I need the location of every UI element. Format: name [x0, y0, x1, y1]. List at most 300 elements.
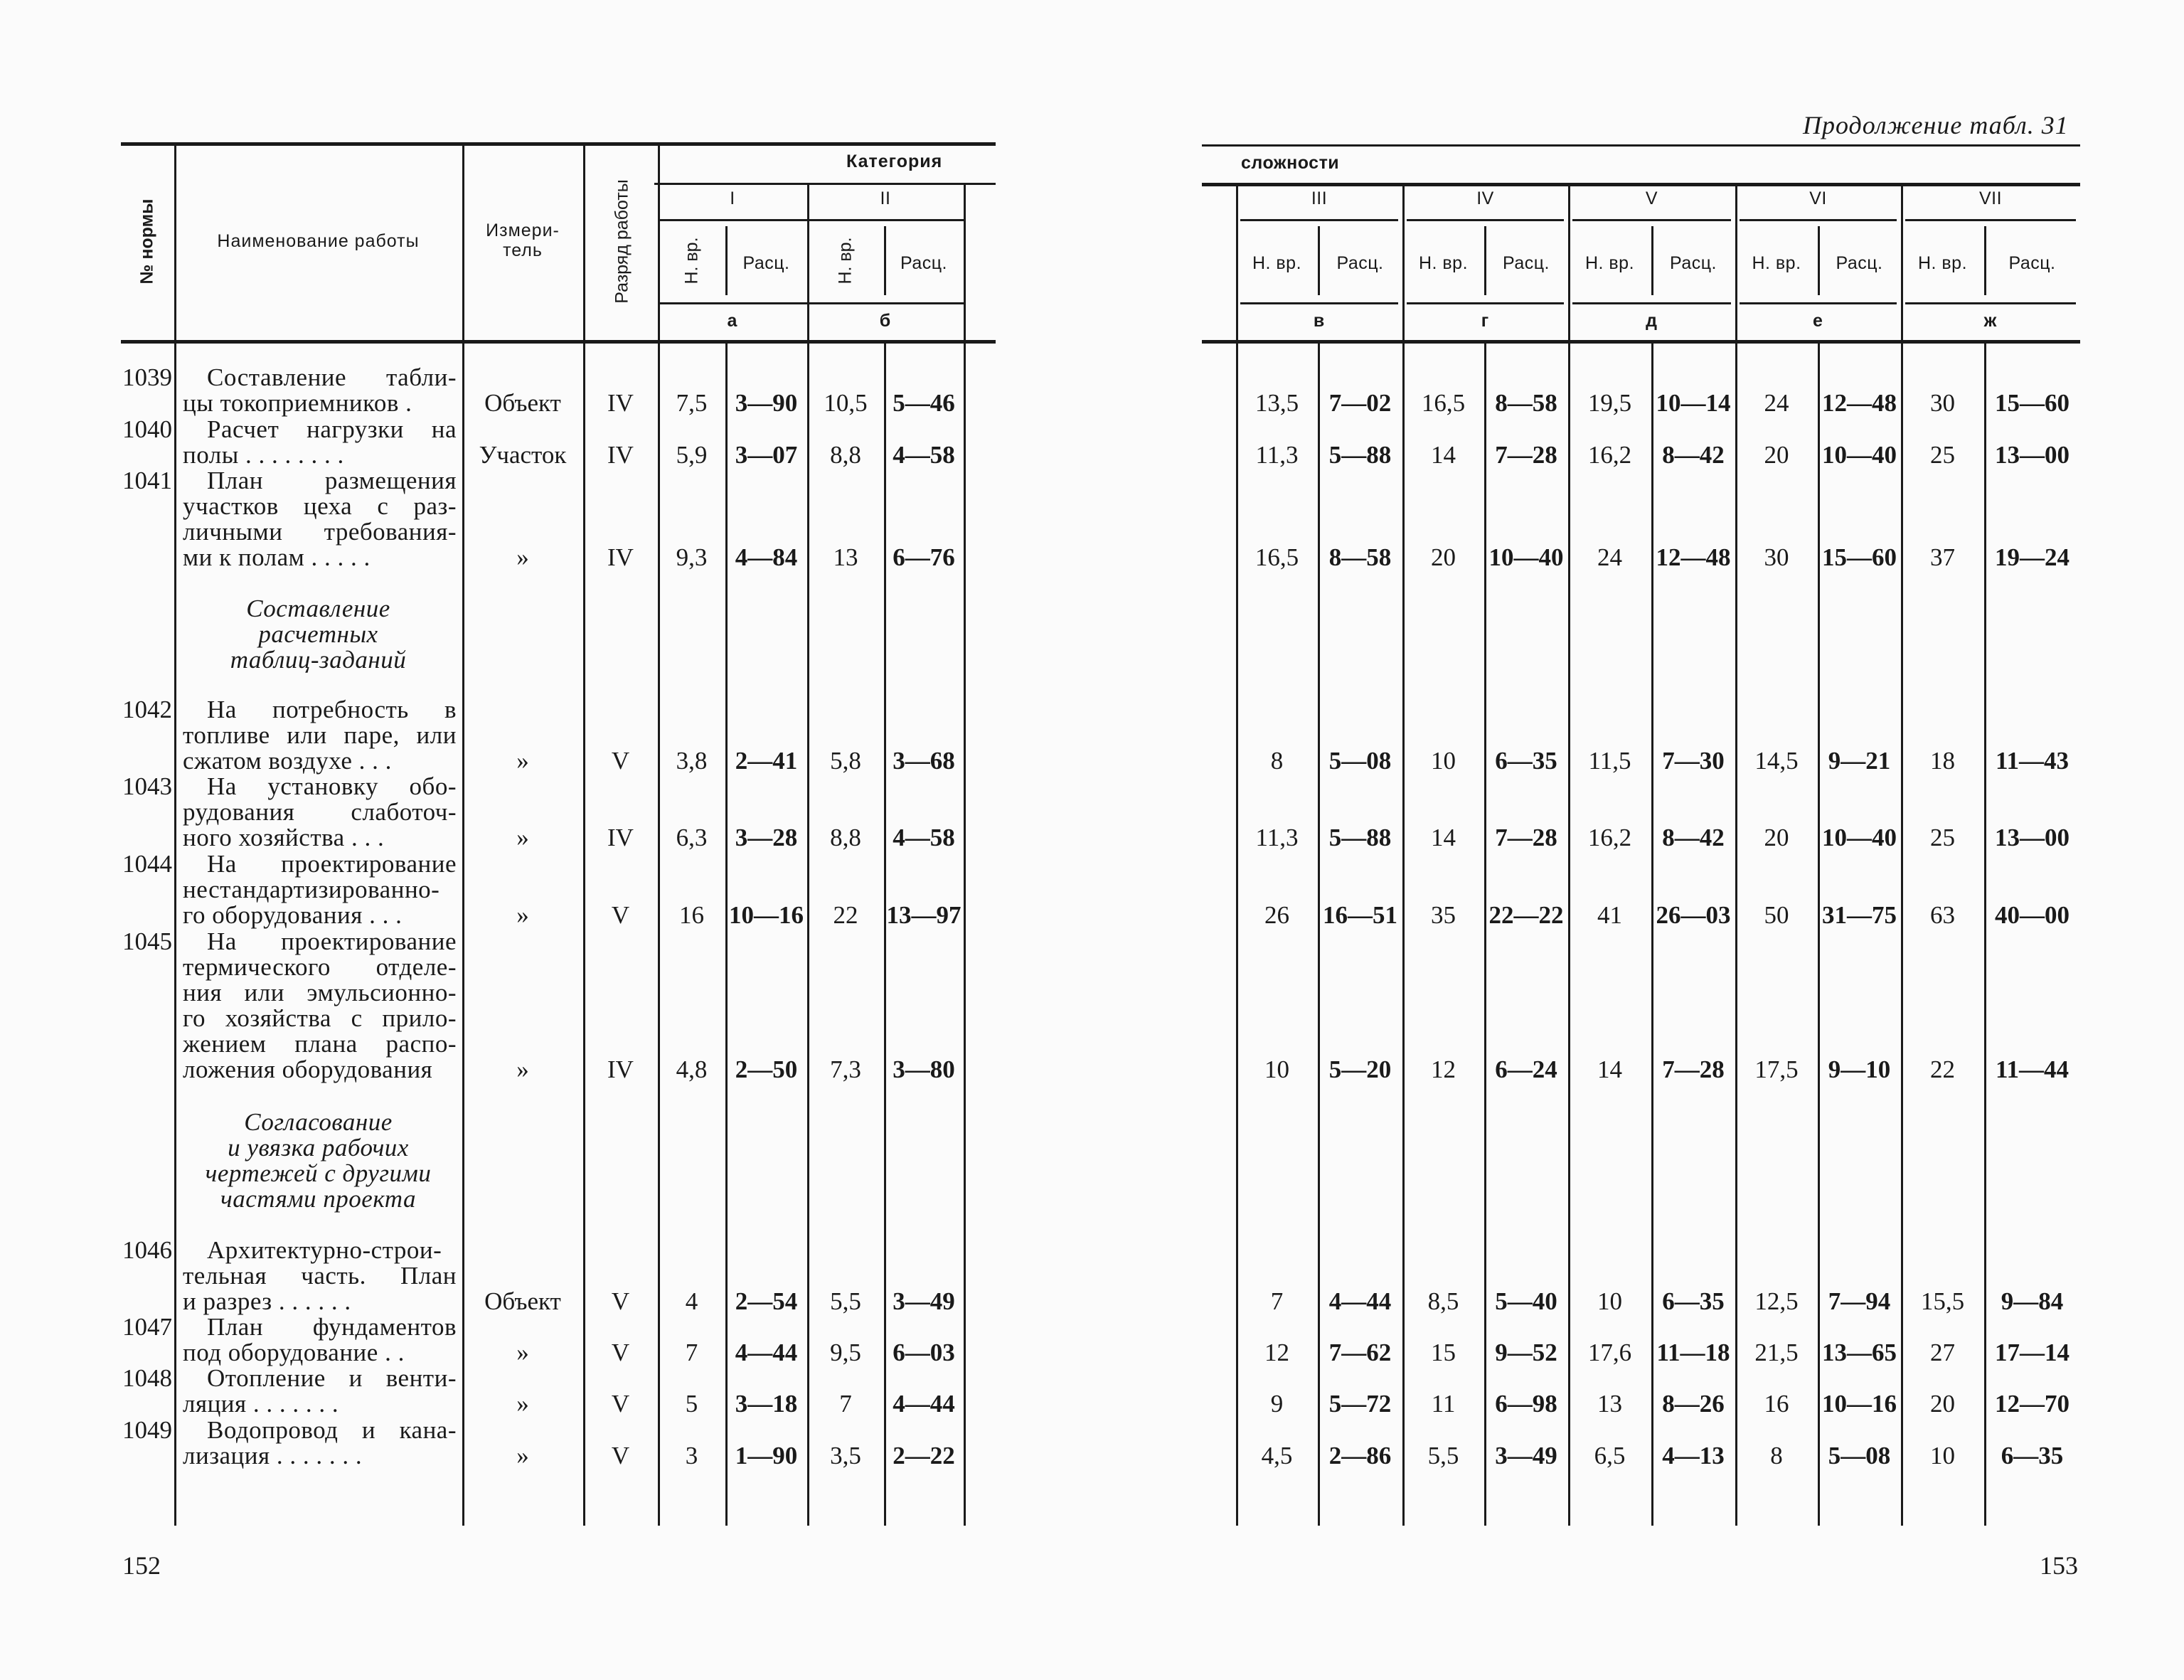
- rate: 1—90: [735, 1442, 798, 1469]
- norm-time: 5,5: [830, 1287, 861, 1315]
- vrule-num: [174, 142, 176, 1526]
- work-name-line: [183, 545, 457, 570]
- work-name-text: сжатом воздухе . . .: [183, 747, 392, 775]
- norm-time: 10: [1930, 1442, 1955, 1469]
- work-name-text: На установку обо-: [207, 772, 457, 800]
- norm-time: 25: [1930, 441, 1955, 469]
- work-name-line: [183, 365, 457, 390]
- right-rasc-header-2: Расц.: [1669, 253, 1717, 273]
- left-header-top-rule: [121, 142, 996, 146]
- norm-time: 7: [685, 1339, 698, 1366]
- norm-time: 7: [1270, 1287, 1284, 1315]
- norm-time: 8,8: [830, 441, 861, 469]
- rate: 8—58: [1328, 543, 1392, 571]
- work-name-line: [183, 1238, 457, 1263]
- unit: »: [516, 901, 529, 929]
- norm-time: 14: [1597, 1056, 1622, 1083]
- norm-time: 17,5: [1754, 1056, 1799, 1083]
- work-name-text: ми к полам . . . . .: [183, 543, 371, 571]
- norm-time: 24: [1764, 389, 1789, 417]
- work-name-line: [183, 723, 457, 748]
- rate: 2—22: [893, 1442, 955, 1469]
- rate: 7—94: [1828, 1287, 1891, 1315]
- rate: 6—35: [2001, 1442, 2064, 1469]
- rate: 16—51: [1323, 901, 1397, 929]
- rate: 11—43: [1995, 747, 2070, 775]
- norm-time: 7,5: [676, 389, 708, 417]
- rate: 4—58: [893, 441, 955, 469]
- right-category-roman-2: III: [1311, 188, 1328, 208]
- work-name-line: [183, 748, 457, 774]
- work-name-text: лизация . . . . . . .: [183, 1442, 363, 1469]
- grade: IV: [607, 543, 634, 571]
- norm-time: 16,2: [1587, 824, 1632, 851]
- rate: 3—90: [735, 389, 798, 417]
- left-rasc-header-0: Расц.: [742, 253, 790, 273]
- rate: 13—00: [1995, 824, 2070, 851]
- section-title-0-line-0: Составление: [246, 595, 390, 622]
- grade: IV: [607, 441, 634, 469]
- norm-time: 35: [1431, 901, 1456, 929]
- work-name-line: [183, 1031, 457, 1057]
- right-cat-divider-1: [1568, 183, 1570, 1526]
- norm-time: 22: [1930, 1056, 1955, 1083]
- work-name-line: [183, 1057, 457, 1083]
- work-name-text: План фундаментов: [207, 1313, 457, 1341]
- norm-time: 11: [1431, 1390, 1456, 1418]
- rate: 3—07: [735, 441, 798, 469]
- section-title-1-line-0: Согласование: [244, 1108, 393, 1136]
- norm-number: 1041: [122, 467, 172, 494]
- norm-time: 12: [1431, 1056, 1456, 1083]
- rate: 11—44: [1995, 1056, 2070, 1083]
- work-name-text: полы . . . . . . . .: [183, 441, 344, 469]
- right-complexity-rule: [1202, 183, 2080, 186]
- norm-number: 1049: [122, 1416, 172, 1444]
- norm-number: 1046: [122, 1236, 172, 1264]
- work-name-text: ния или эмульсионно-: [183, 979, 457, 1006]
- rate: 12—48: [1822, 389, 1897, 417]
- work-name-line: [183, 929, 457, 955]
- rate: 6—24: [1495, 1056, 1557, 1083]
- left-sub-rule: [658, 302, 964, 304]
- norm-time: 8,8: [830, 824, 861, 851]
- norm-time: 9,5: [830, 1339, 861, 1366]
- rate: 7—02: [1328, 389, 1392, 417]
- right-category-roman-6: VII: [1978, 188, 2003, 208]
- rate: 5—88: [1328, 441, 1392, 469]
- norm-time: 20: [1764, 441, 1789, 469]
- norm-time: 3,8: [676, 747, 708, 775]
- work-name-text: термического отделе-: [183, 953, 457, 981]
- work-name-line: [183, 442, 457, 468]
- norm-time: 13: [833, 543, 858, 571]
- rate: 7—28: [1495, 441, 1557, 469]
- work-name-text: го оборудования . . .: [183, 901, 403, 929]
- work-name-line: [183, 1314, 457, 1340]
- rate: 4—84: [735, 543, 798, 571]
- right-roman-rule-0: [1240, 219, 1398, 221]
- work-name-text: На проектирование: [207, 850, 457, 878]
- work-name-text: тельная часть. План: [183, 1262, 457, 1290]
- left-cat-divider-0: [807, 183, 809, 1526]
- right-category-roman-4: V: [1645, 188, 1658, 208]
- left-category-letter-0: а: [727, 311, 738, 331]
- norm-time: 21,5: [1754, 1339, 1799, 1366]
- rate: 4—44: [735, 1339, 798, 1366]
- norm-time: 12,5: [1754, 1287, 1799, 1315]
- work-name-text: Отопление и венти-: [207, 1364, 457, 1392]
- norm-time: 30: [1764, 543, 1789, 571]
- work-name-line: [183, 825, 457, 851]
- right-rasc-header-0: Расц.: [1336, 253, 1384, 273]
- rate: 6—03: [893, 1339, 955, 1366]
- work-name-text: под оборудование . .: [183, 1339, 405, 1366]
- rate: 22—22: [1488, 901, 1564, 929]
- work-name-line: [183, 390, 457, 416]
- norm-time: 25: [1930, 824, 1955, 851]
- section-title-0-line-1: расчетных: [258, 620, 378, 648]
- header-grade: Разряд работы: [612, 179, 632, 304]
- norm-number: 1047: [122, 1313, 172, 1341]
- work-name-text: Расчет нагрузки на: [207, 415, 457, 443]
- rate: 4—58: [893, 824, 955, 851]
- norm-number: 1039: [122, 363, 172, 391]
- rate: 11—18: [1656, 1339, 1730, 1366]
- rate: 4—44: [1328, 1287, 1392, 1315]
- right-cat-divider-2: [1735, 183, 1737, 1526]
- rate: 8—42: [1662, 441, 1725, 469]
- work-name-line: [183, 1263, 457, 1289]
- right-sub-rule-1: [1407, 302, 1564, 304]
- left-category-rule: [654, 183, 996, 185]
- rate: 4—44: [893, 1390, 955, 1418]
- grade: V: [611, 1442, 630, 1469]
- section-title-1-line-2: чертежей с другими: [205, 1159, 432, 1187]
- header-norm-number: № нормы: [137, 198, 157, 285]
- right-nvr-header-2: Н. вр.: [1584, 253, 1635, 273]
- work-name-line: [183, 980, 457, 1006]
- work-name-text: топливе или паре, или: [183, 721, 457, 749]
- rate: 6—35: [1662, 1287, 1725, 1315]
- left-category-letter-1: б: [879, 311, 892, 331]
- right-sub-rule-4: [1905, 302, 2076, 304]
- work-name-text: ляция . . . . . . .: [183, 1390, 339, 1418]
- norm-time: 16: [679, 901, 704, 929]
- work-name-text: рудования слаботоч-: [183, 798, 457, 826]
- rate: 10—40: [1488, 543, 1564, 571]
- rate: 2—50: [735, 1056, 798, 1083]
- norm-number: 1048: [122, 1364, 172, 1392]
- grade: IV: [607, 824, 634, 851]
- unit: Участок: [479, 441, 567, 469]
- norm-time: 16,2: [1587, 441, 1632, 469]
- right-nvr-header-4: Н. вр.: [1917, 253, 1968, 273]
- rate: 5—88: [1328, 824, 1392, 851]
- right-roman-rule-4: [1905, 219, 2076, 221]
- work-name-text: жением плана распо-: [183, 1030, 457, 1058]
- header-complexity: сложности: [1241, 153, 1340, 173]
- right-roman-rule-1: [1407, 219, 1564, 221]
- rate: 5—20: [1328, 1056, 1392, 1083]
- rate: 5—40: [1495, 1287, 1557, 1315]
- work-name-line: [183, 417, 457, 442]
- norm-time: 17,6: [1587, 1339, 1632, 1366]
- right-nvr-header-1: Н. вр.: [1418, 253, 1469, 273]
- unit: »: [516, 1442, 529, 1469]
- norm-time: 5: [685, 1390, 698, 1418]
- norm-number: 1042: [122, 696, 172, 723]
- rate: 2—41: [735, 747, 798, 775]
- header-unit: Измери- тель: [486, 220, 560, 260]
- right-category-letter-3: г: [1481, 311, 1490, 331]
- norm-time: 9,3: [676, 543, 708, 571]
- unit: »: [516, 824, 529, 851]
- norm-time: 10: [1431, 747, 1456, 775]
- norm-time: 11,5: [1588, 747, 1631, 775]
- unit: »: [516, 1056, 529, 1083]
- rate: 40—00: [1995, 901, 2070, 929]
- right-category-letter-6: ж: [1983, 311, 1998, 331]
- left-cat-divider-1: [964, 183, 966, 1526]
- norm-time: 19,5: [1587, 389, 1632, 417]
- work-name-line: [183, 1340, 457, 1366]
- right-rasc-header-4: Расц.: [2008, 253, 2056, 273]
- norm-time: 20: [1764, 824, 1789, 851]
- work-name-line: [183, 851, 457, 877]
- rate: 13—65: [1822, 1339, 1897, 1366]
- right-category-letter-5: е: [1813, 311, 1823, 331]
- page-number-right: 153: [2040, 1551, 2078, 1580]
- work-name-line: [183, 1391, 457, 1417]
- unit: »: [516, 747, 529, 775]
- norm-time: 16: [1764, 1390, 1789, 1418]
- norm-time: 4,8: [676, 1056, 708, 1083]
- section-title-1-line-3: частями проекта: [220, 1185, 416, 1213]
- rate: 3—80: [893, 1056, 955, 1083]
- norm-time: 13,5: [1255, 389, 1299, 417]
- norm-time: 63: [1930, 901, 1955, 929]
- rate: 17—14: [1995, 1339, 2070, 1366]
- right-sub-rule-0: [1240, 302, 1398, 304]
- grade: V: [611, 901, 630, 929]
- norm-number: 1040: [122, 415, 172, 443]
- work-name-text: нестандартизированно-: [183, 876, 440, 903]
- work-name-text: На потребность в: [207, 696, 457, 723]
- right-header-top-rule: [1202, 144, 2080, 147]
- rate: 10—40: [1822, 441, 1897, 469]
- norm-time: 18: [1930, 747, 1955, 775]
- unit: »: [516, 1390, 529, 1418]
- right-header-bottom-rule: [1202, 340, 2080, 344]
- norm-time: 14,5: [1754, 747, 1799, 775]
- right-nvr-header-3: Н. вр.: [1752, 253, 1801, 273]
- rate: 6—76: [893, 543, 955, 571]
- left-nvr-header-0: Н. вр.: [681, 237, 701, 285]
- work-name-text: го хозяйства с прило-: [183, 1004, 457, 1032]
- work-name-text: Составление табли-: [207, 363, 457, 391]
- norm-number: 1044: [122, 850, 172, 878]
- rate: 9—21: [1828, 747, 1891, 775]
- norm-time: 27: [1930, 1339, 1955, 1366]
- rate: 7—28: [1662, 1056, 1725, 1083]
- grade: IV: [607, 389, 634, 417]
- rate: 9—10: [1828, 1056, 1891, 1083]
- work-name-text: участков цеха с раз-: [183, 492, 457, 520]
- header-work-name: Наименование работы: [217, 231, 420, 251]
- norm-time: 6,5: [1594, 1442, 1626, 1469]
- rate: 12—48: [1656, 543, 1731, 571]
- rate: 15—60: [1995, 389, 2070, 417]
- norm-time: 16,5: [1255, 543, 1299, 571]
- norm-time: 50: [1764, 901, 1789, 929]
- norm-time: 10: [1597, 1287, 1622, 1315]
- norm-time: 4: [685, 1287, 698, 1315]
- right-category-roman-3: IV: [1476, 188, 1494, 208]
- unit: »: [516, 1339, 529, 1366]
- page-number-left: 152: [122, 1551, 161, 1580]
- work-name-line: [183, 1006, 457, 1031]
- left-category-roman-1: II: [880, 188, 891, 208]
- rate: 3—68: [893, 747, 955, 775]
- rate: 4—13: [1662, 1442, 1725, 1469]
- work-name-text: На проектирование: [207, 927, 457, 955]
- work-name-text: и разрез . . . . . .: [183, 1287, 351, 1315]
- rate: 5—08: [1828, 1442, 1891, 1469]
- norm-time: 37: [1930, 543, 1955, 571]
- work-name-line: [183, 494, 457, 519]
- rate: 10—40: [1822, 824, 1897, 851]
- left-category-roman-0: I: [730, 188, 735, 208]
- norm-time: 30: [1930, 389, 1955, 417]
- right-category-roman-5: VI: [1809, 188, 1827, 208]
- unit: »: [516, 543, 529, 571]
- norm-time: 14: [1431, 441, 1456, 469]
- left-header-bottom-rule: [121, 340, 996, 344]
- work-name-line: [183, 468, 457, 494]
- right-sub-rule-3: [1740, 302, 1897, 304]
- unit: Объект: [484, 389, 561, 417]
- work-name-line: [183, 1418, 457, 1443]
- rate: 10—16: [1822, 1390, 1897, 1418]
- rate: 5—46: [893, 389, 955, 417]
- rate: 7—62: [1328, 1339, 1392, 1366]
- norm-number: 1045: [122, 927, 172, 955]
- right-cat-divider-start: [1236, 183, 1238, 1526]
- rate: 7—28: [1495, 824, 1557, 851]
- rate: 19—24: [1995, 543, 2070, 571]
- norm-number: 1043: [122, 772, 172, 800]
- norm-time: 10,5: [824, 389, 868, 417]
- rate: 10—16: [729, 901, 804, 929]
- work-name-text: План размещения: [207, 467, 457, 494]
- norm-time: 16,5: [1421, 389, 1466, 417]
- norm-time: 7,3: [830, 1056, 861, 1083]
- norm-time: 14: [1431, 824, 1456, 851]
- rate: 9—84: [2001, 1287, 2064, 1315]
- rate: 8—58: [1495, 389, 1557, 417]
- work-name-text: ложения оборудования: [183, 1056, 433, 1083]
- continuation-title: Продолжение табл. 31: [1803, 111, 2069, 139]
- work-name-line: [183, 774, 457, 799]
- right-cat-divider-0: [1402, 183, 1405, 1526]
- left-nvr-header-1: Н. вр.: [835, 237, 856, 285]
- right-category-letter-2: в: [1313, 311, 1326, 331]
- norm-time: 26: [1264, 901, 1289, 929]
- norm-time: 8,5: [1427, 1287, 1459, 1315]
- rate: 6—98: [1495, 1390, 1557, 1418]
- norm-time: 5,8: [830, 747, 861, 775]
- rate: 5—08: [1328, 747, 1392, 775]
- rate: 2—86: [1328, 1442, 1392, 1469]
- right-roman-rule-2: [1572, 219, 1731, 221]
- section-title-0-line-2: таблиц-заданий: [230, 646, 407, 674]
- norm-time: 15,5: [1920, 1287, 1965, 1315]
- grade: V: [611, 1339, 630, 1366]
- grade: IV: [607, 1056, 634, 1083]
- norm-time: 20: [1431, 543, 1456, 571]
- work-name-line: [183, 697, 457, 723]
- rate: 3—49: [1495, 1442, 1557, 1469]
- rate: 12—70: [1995, 1390, 2070, 1418]
- right-cat-divider-3: [1901, 183, 1903, 1526]
- left-roman-rule: [658, 219, 964, 221]
- work-name-text: цы токоприемников .: [183, 389, 412, 417]
- work-name-line: [183, 1443, 457, 1469]
- grade: V: [611, 1390, 630, 1418]
- rate: 31—75: [1822, 901, 1897, 929]
- work-name-line: [183, 519, 457, 545]
- norm-time: 5,9: [676, 441, 708, 469]
- work-name-text: Архитектурно-строи-: [207, 1236, 442, 1264]
- right-sub-rule-2: [1572, 302, 1731, 304]
- rate: 15—60: [1822, 543, 1897, 571]
- work-name-line: [183, 903, 457, 928]
- right-roman-rule-3: [1740, 219, 1897, 221]
- header-category: Категория: [846, 151, 943, 171]
- work-name-line: [183, 877, 457, 903]
- norm-time: 3,5: [830, 1442, 861, 1469]
- grade: V: [611, 747, 630, 775]
- work-name-text: личными требования-: [183, 518, 457, 546]
- rate: 3—18: [735, 1390, 798, 1418]
- rate: 8—26: [1662, 1390, 1725, 1418]
- norm-time: 13: [1597, 1390, 1622, 1418]
- norm-time: 15: [1431, 1339, 1456, 1366]
- norm-time: 5,5: [1427, 1442, 1459, 1469]
- norm-time: 11,3: [1255, 824, 1299, 851]
- rate: 5—72: [1328, 1390, 1392, 1418]
- norm-time: 8: [1270, 747, 1284, 775]
- right-rasc-header-1: Расц.: [1502, 253, 1550, 273]
- norm-time: 3: [685, 1442, 698, 1469]
- unit: Объект: [484, 1287, 561, 1315]
- rate: 26—03: [1656, 901, 1731, 929]
- right-category-letter-4: д: [1646, 311, 1658, 331]
- norm-time: 41: [1597, 901, 1622, 929]
- work-name-line: [183, 1289, 457, 1314]
- norm-time: 6,3: [676, 824, 708, 851]
- norm-time: 8: [1770, 1442, 1783, 1469]
- norm-time: 11,3: [1255, 441, 1299, 469]
- rate: 7—30: [1662, 747, 1725, 775]
- section-title-1-line-1: и увязка рабочих: [228, 1134, 409, 1161]
- rate: 3—28: [735, 824, 798, 851]
- norm-time: 4,5: [1261, 1442, 1293, 1469]
- rate: 9—52: [1495, 1339, 1557, 1366]
- norm-time: 10: [1264, 1056, 1289, 1083]
- work-name-text: Водопровод и кана-: [207, 1416, 457, 1444]
